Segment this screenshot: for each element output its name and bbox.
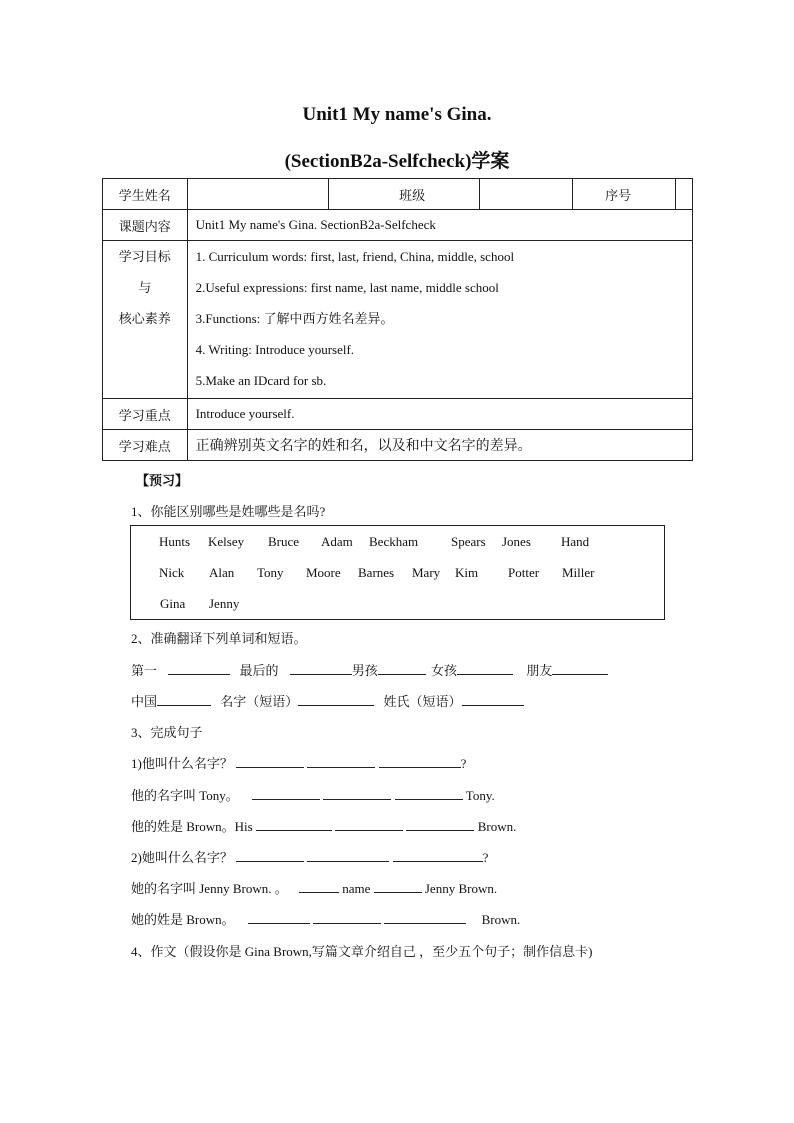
goals-label-line: 与 xyxy=(138,280,152,295)
name-word: Tony xyxy=(257,565,284,580)
seat-label: 序号 xyxy=(573,179,676,210)
vocab-word: 名字（短语） xyxy=(220,694,299,709)
title-line-2: (SectionB2a-Selfcheck)学案 xyxy=(284,151,510,172)
goals-label-line: 核心素养 xyxy=(118,311,171,326)
answer-blank[interactable] xyxy=(236,753,304,768)
focus-value: Introduce yourself. xyxy=(187,399,692,430)
name-word: Jones xyxy=(502,534,531,549)
name-word: Alan xyxy=(209,565,235,580)
name-word: Nick xyxy=(159,565,185,580)
question-1: 1、你能区别哪些是姓哪些是名吗? xyxy=(131,504,326,519)
answer-blank[interactable] xyxy=(457,660,513,675)
difficulty-value: 正确辨别英文名字的姓和名，以及和中文名字的差异。 xyxy=(187,430,692,461)
info-table xyxy=(102,178,693,461)
answer-blank[interactable] xyxy=(157,691,211,706)
goals-label-line: 学习目标 xyxy=(118,249,171,264)
answer-blank[interactable] xyxy=(256,816,332,831)
goal-item: 2.Useful expressions: first name, last name, middle school xyxy=(195,280,499,295)
answer-blank[interactable] xyxy=(323,785,391,800)
sentence-text: 他的姓是 Brown。His xyxy=(131,819,253,834)
answer-blank[interactable] xyxy=(335,816,403,831)
answer-blank[interactable] xyxy=(395,785,463,800)
sentence-2 xyxy=(131,785,495,804)
goal-item: 3.Functions: 了解中西方姓名差异。 xyxy=(195,311,394,326)
goal-item: 4. Writing: Introduce yourself. xyxy=(195,342,355,357)
name-word: Hand xyxy=(561,534,590,549)
sentence-text: 她的姓是 Brown。 xyxy=(131,912,235,927)
class-label: 班级 xyxy=(329,179,479,210)
answer-blank[interactable] xyxy=(406,816,474,831)
sentence-6 xyxy=(131,909,520,928)
sentence-text: Brown. xyxy=(481,912,521,927)
answer-blank[interactable] xyxy=(252,785,320,800)
sentence-text: 2)她叫什么名字？ xyxy=(131,850,233,865)
question-3: 3、完成句子 xyxy=(131,725,203,740)
vocab-word: 第一 xyxy=(131,663,158,678)
sentence-text: Brown. xyxy=(477,819,517,834)
answer-blank[interactable] xyxy=(307,847,389,862)
answer-blank[interactable] xyxy=(307,753,375,768)
vocab-word: 朋友 xyxy=(526,663,553,678)
sentence-text: name xyxy=(342,881,371,896)
sentence-text: 她的名字叫 Jenny Brown. 。 xyxy=(131,881,288,896)
name-word: Hunts xyxy=(159,534,191,549)
name-word: Moore xyxy=(306,565,341,580)
sentence-text: 1)他叫什么名字？ xyxy=(131,756,233,771)
seat-cell[interactable] xyxy=(676,179,693,210)
sentence-text: Tony. xyxy=(465,788,495,803)
sentence-4 xyxy=(131,847,488,866)
sentence-text: 他的名字叫 Tony。 xyxy=(131,788,239,803)
vocab-word: 最后的 xyxy=(239,663,279,678)
answer-blank[interactable] xyxy=(378,660,426,675)
name-word: Gina xyxy=(160,596,186,611)
answer-blank[interactable] xyxy=(384,909,466,924)
answer-blank[interactable] xyxy=(313,909,381,924)
preview-heading: 【预习】 xyxy=(136,473,189,488)
answer-blank[interactable] xyxy=(462,691,524,706)
answer-blank[interactable] xyxy=(379,753,461,768)
question-2: 2、准确翻译下列单词和短语。 xyxy=(131,631,307,646)
name-word: Bruce xyxy=(268,534,300,549)
name-word: Adam xyxy=(321,534,353,549)
answer-blank[interactable] xyxy=(236,847,304,862)
name-word: Potter xyxy=(508,565,540,580)
sentence-text: Jenny Brown. xyxy=(424,881,498,896)
class-cell[interactable] xyxy=(479,179,573,210)
vocab-word: 姓氏（短语） xyxy=(383,694,462,709)
answer-blank[interactable] xyxy=(374,878,422,893)
answer-blank[interactable] xyxy=(168,660,230,675)
content-value: Unit1 My name's Gina. SectionB2a-Selfcheck xyxy=(187,210,692,241)
name-word: Jenny xyxy=(209,596,240,611)
vocab-row-2 xyxy=(131,691,524,710)
goals-label xyxy=(103,241,188,399)
vocab-word: 男孩 xyxy=(351,663,378,678)
sentence-5 xyxy=(131,878,497,897)
difficulty-label: 学习难点 xyxy=(103,430,188,461)
names-box xyxy=(130,525,665,620)
answer-blank[interactable] xyxy=(393,847,483,862)
answer-blank[interactable] xyxy=(299,878,339,893)
content-label: 课题内容 xyxy=(103,210,188,241)
answer-blank[interactable] xyxy=(552,660,608,675)
name-word: Spears xyxy=(451,534,486,549)
vocab-row-1 xyxy=(131,660,608,679)
vocab-word: 中国 xyxy=(131,694,158,709)
sentence-3 xyxy=(131,816,516,835)
name-word: Miller xyxy=(562,565,595,580)
name-word: Mary xyxy=(412,565,441,580)
sentence-1 xyxy=(131,753,466,772)
answer-blank[interactable] xyxy=(290,660,352,675)
vocab-word: 女孩 xyxy=(431,663,458,678)
name-word: Beckham xyxy=(369,534,419,549)
title-line-1: Unit1 My name's Gina. xyxy=(302,104,492,125)
student-name-cell[interactable] xyxy=(187,179,329,210)
question-4: 4、作文（假设你是 Gina Brown,写篇文章介绍自己 ，至少五个句子；制作信息卡) xyxy=(131,944,593,959)
goal-item: 1. Curriculum words: first, last, friend, China, middle, school xyxy=(195,249,515,264)
goal-item: 5.Make an IDcard for sb. xyxy=(195,373,327,388)
sentence-text: ? xyxy=(482,850,489,865)
answer-blank[interactable] xyxy=(298,691,374,706)
focus-label: 学习重点 xyxy=(103,399,188,430)
student-name-label: 学生姓名 xyxy=(103,179,188,210)
name-word: Barnes xyxy=(358,565,395,580)
sentence-text: ? xyxy=(460,756,467,771)
name-word: Kim xyxy=(455,565,479,580)
answer-blank[interactable] xyxy=(248,909,310,924)
goals-list xyxy=(187,241,692,399)
name-word: Kelsey xyxy=(208,534,245,549)
